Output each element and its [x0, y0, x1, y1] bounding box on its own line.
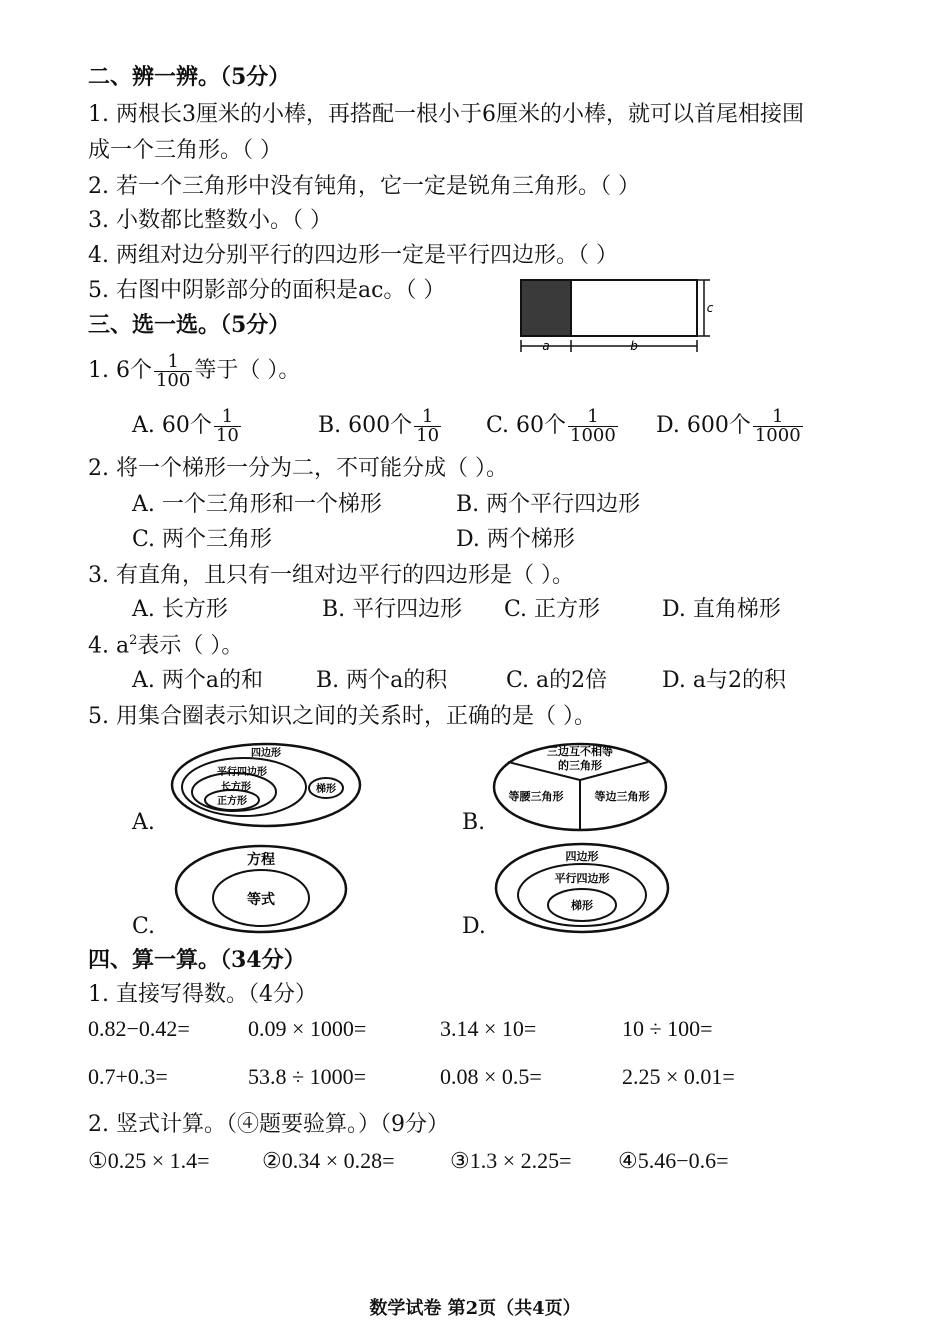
svg-text:梯形: 梯形 [316, 784, 336, 795]
venn-b [490, 740, 670, 834]
q3-1-prefix: 1. 6个 [88, 358, 152, 383]
q2-5: 5. 右图中阴影部分的面积是ac。（ ） [88, 278, 446, 303]
venn-a [168, 740, 364, 830]
svg-text:方程: 方程 [247, 852, 275, 868]
q3-3-option-a: A. 长方形 [132, 597, 228, 622]
q3-4-option-c: C. a的2倍 [506, 668, 608, 693]
q2-3: 3. 小数都比整数小。（ ） [88, 208, 332, 233]
vertical-calc-2: ②0.34 × 0.28= [262, 1148, 395, 1173]
venn-d-label: D. [462, 914, 486, 939]
svg-text:四边形: 四边形 [565, 850, 599, 863]
q3-2-option-c: C. 两个三角形 [132, 527, 273, 552]
svg-text:三边互不相等: 三边互不相等 [547, 745, 613, 758]
q3-1-option-c: C. 60个 $\frac{1}{1000}$ [486, 405, 616, 446]
calc-2: 0.09 × 1000= [248, 1016, 367, 1041]
q3-4-option-b: B. 两个a的积 [316, 668, 448, 693]
q3-2-option-a: A. 一个三角形和一个梯形 [132, 492, 382, 517]
calc-1: 0.82−0.42= [88, 1016, 190, 1041]
q3-4-option-a: A. 两个a的和 [132, 668, 263, 693]
svg-text:平行四边形: 平行四边形 [217, 767, 267, 778]
q3-1-stem [88, 350, 300, 392]
shaded-rect [521, 280, 571, 336]
svg-text:等腰三角形: 等腰三角形 [508, 790, 564, 803]
svg-text:平行四边形: 平行四边形 [554, 872, 610, 885]
vertical-calc-3: ③1.3 × 2.25= [450, 1148, 572, 1173]
q3-1-option-a: A. 60个 $\frac{1}{10}$ [132, 405, 239, 446]
q3-5-stem: 5. 用集合圈表示知识之间的关系时，正确的是（ ）。 [88, 704, 596, 729]
svg-text:等式: 等式 [247, 892, 275, 908]
section-3-title: 三、选一选。（5分） [88, 312, 291, 338]
q2-1-line1: 1. 两根长3厘米的小棒，再搭配一根小于6厘米的小棒，就可以首尾相接围 [88, 102, 804, 127]
q3-4-option-d: D. a与2的积 [662, 668, 786, 693]
calc-4: 10 ÷ 100= [622, 1016, 713, 1041]
venn-c [172, 842, 350, 936]
q4-2-title: 2. 竖式计算。（④题要验算。）（9分） [88, 1112, 449, 1137]
q3-1-fraction: $\frac{1}{100}$ [155, 350, 191, 391]
calc-6: 53.8 ÷ 1000= [248, 1064, 366, 1089]
page-footer: 数学试卷 第2页（共4页） [369, 1298, 581, 1319]
vertical-calc-4: ④5.46−0.6= [618, 1148, 729, 1173]
venn-c-label: C. [132, 914, 156, 939]
svg-text:梯形: 梯形 [571, 899, 593, 912]
calc-3: 3.14 × 10= [440, 1016, 537, 1041]
calc-7: 0.08 × 0.5= [440, 1064, 542, 1089]
q3-4-stem: 4. $a^2$表示（ ）。 [88, 633, 244, 659]
q3-3-option-b: B. 平行四边形 [322, 597, 463, 622]
q3-2-option-b: B. 两个平行四边形 [456, 492, 641, 517]
svg-text:正方形: 正方形 [217, 796, 247, 807]
q3-1-suffix: 等于（ ）。 [194, 358, 301, 383]
q3-3-option-c: C. 正方形 [504, 597, 601, 622]
unshaded-rect [571, 280, 697, 336]
label-b: b [630, 339, 638, 353]
label-c: c [706, 301, 714, 315]
svg-text:四边形: 四边形 [251, 748, 281, 759]
q2-1-line2: 成一个三角形。（ ） [88, 138, 282, 163]
section-4-title: 四、算一算。（34分） [88, 947, 306, 973]
venn-a-label: A. [132, 810, 155, 835]
svg-text:长方形: 长方形 [221, 782, 251, 793]
label-a: a [542, 339, 550, 353]
venn-d [492, 840, 672, 936]
q2-4: 4. 两组对边分别平行的四边形一定是平行四边形。（ ） [88, 243, 618, 268]
vertical-calc-1: ①0.25 × 1.4= [88, 1148, 210, 1173]
q3-3-stem: 3. 有直角，且只有一组对边平行的四边形是（ ）。 [88, 563, 574, 588]
section-2-title: 二、辨一辨。（5分） [88, 64, 291, 90]
q3-1-option-d: D. 600个 $\frac{1}{1000}$ [656, 405, 801, 446]
svg-text:等边三角形: 等边三角形 [594, 790, 650, 803]
venn-b-label: B. [462, 810, 486, 835]
calc-8: 2.25 × 0.01= [622, 1064, 735, 1089]
q3-2-option-d: D. 两个梯形 [456, 527, 575, 552]
q4-1-title: 1. 直接写得数。（4分） [88, 982, 317, 1007]
q3-2-stem: 2. 将一个梯形一分为二，不可能分成（ ）。 [88, 456, 508, 481]
area-figure [512, 274, 718, 358]
calc-5: 0.7+0.3= [88, 1064, 168, 1089]
svg-text:的三角形: 的三角形 [558, 759, 602, 772]
q3-3-option-d: D. 直角梯形 [662, 597, 781, 622]
q3-1-option-b: B. 600个 $\frac{1}{10}$ [318, 405, 440, 446]
q2-2: 2. 若一个三角形中没有钝角，它一定是锐角三角形。（ ） [88, 174, 640, 199]
